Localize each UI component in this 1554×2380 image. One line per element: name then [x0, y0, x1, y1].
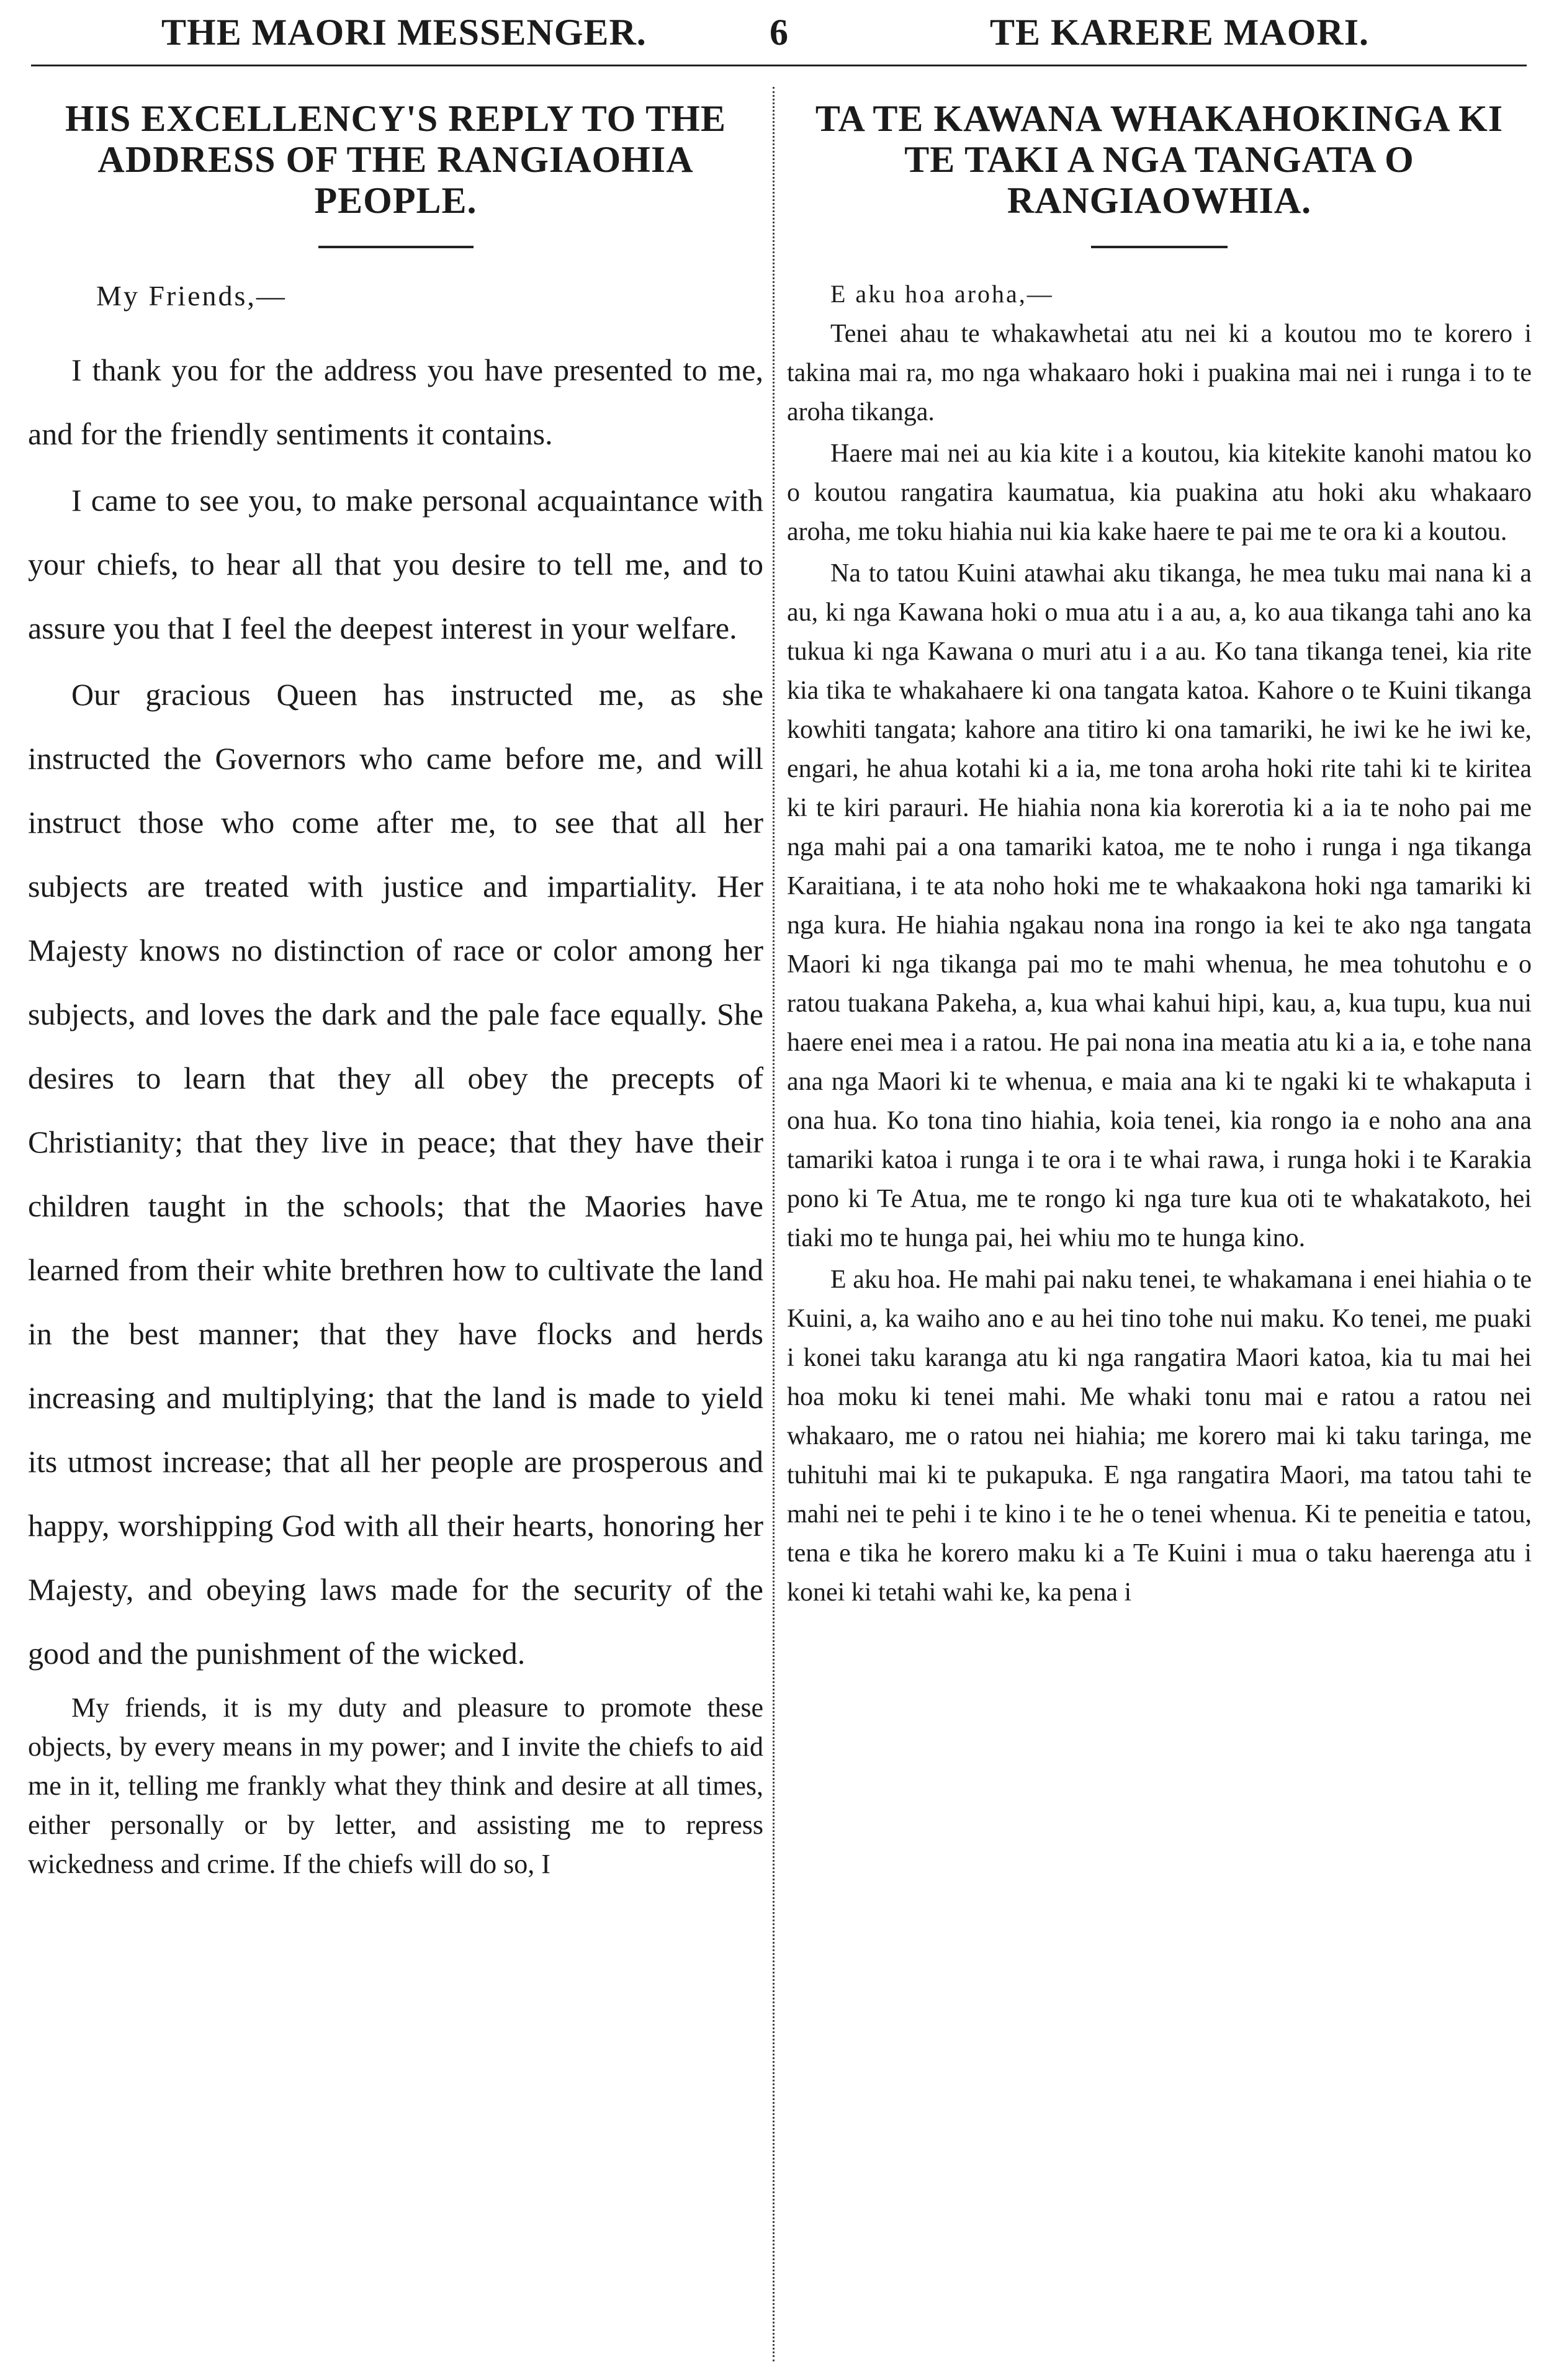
page-number: 6 [770, 12, 789, 53]
heading-divider [1091, 246, 1228, 248]
english-salutation: My Friends,— [96, 280, 287, 312]
maori-column [787, 87, 1532, 2368]
english-column [28, 87, 763, 2368]
masthead-english-title: THE MAORI MESSENGER. [161, 12, 647, 53]
maori-paragraph: Tenei ahau te whakawhetai atu nei ki a koutou mo te korero i takina mai ra, mo nga whakaaro hoki i puakina mai nei i runga i to te aroha tikanga. [787, 320, 1532, 426]
english-article-heading: HIS EXCELLENCY'S REPLY TO THE ADDRESS OF THE RANGIAOHIA PEOPLE. [65, 98, 726, 221]
english-paragraph: I thank you for the address you have presented to me, and for the friendly sentiments it contains. [28, 353, 763, 451]
heading-divider [318, 246, 474, 248]
maori-salutation: E aku hoa aroha,— [830, 280, 1054, 308]
english-paragraph: I came to see you, to make personal acquaintance with your chiefs, to hear all that you desire to tell me, and to assure you that I feel the deepest interest in your welfare. [28, 483, 763, 645]
maori-article-heading: TA TE KAWANA WHAKAHOKINGA KI TE TAKI A NGA TANGATA O RANGIAOWHIA. [815, 98, 1504, 221]
english-paragraph: Our gracious Queen has instructed me, as she instructed the Governors who came before me, and will instruct those who come after me, to see that all her subjects are treated with justice and impartiality. Her Majesty knows no distinction of race or color among her subjects, and loves the dark and the pale face equally. She desires to learn that they all obey the precepts of Christianity; that they live in peace; that they have their children taught in the schools; that the Maories have learned from their white brethren how to cultivate the land in the best manner; that they have flocks and herds increasing and multiplying; that the land is made to yield its utmost increase; that all her people are prosperous and happy, worshipping God with all their hearts, honoring her Majesty, and obeying laws made for the security of the good and the punishment of the wicked. [28, 677, 763, 1671]
english-paragraph: My friends, it is my duty and pleasure to promote these objects, by every means in my power; and I invite the chiefs to aid me in it, telling me frankly what they think and desire at all times, either personally or by letter, and assisting me to repress wickedness and crime. If the chiefs will do so, I [28, 1692, 763, 1879]
masthead-maori-title: TE KARERE MAORI. [990, 12, 1370, 53]
maori-paragraph: E aku hoa. He mahi pai naku tenei, te whakamana i enei hiahia o te Kuini, a, ka waiho ano e au hei tino tohe nui maku. Ko tenei, me puaki i konei taku karanga atu ki nga rangatira Maori katoa, kia tu mai hei hoa moku ki tenei mahi. Me whaki tonu mai e ratou a ratou nei whakaaro, me o ratou nei hiahia; me korero mai ki taku taringa, me tuhituhi mai ki te pukapuka. E nga rangatira Maori, ma tatou tahi te mahi nei te pehi i te kino i te he o tenei whenua. Ki te peneitia e tatou, tena e tika he korero maku ki a Te Kuini i mua o taku haerenga atu i konei ki tetahi wahi ke, ka pena i [787, 1265, 1532, 1607]
maori-paragraph: Na to tatou Kuini atawhai aku tikanga, he mea tuku mai nana ki a au, ki nga Kawana hoki o mua atu i a au, a, ko aua tikanga tahi ano ka tukua ki nga Kawana o muri atu i a au. Ko tana tikanga tenei, kia rite kia tika te whakahaere ki ona tangata katoa. Kahore o te Kuini tikanga kowhiti tangata; kahore ana titiro ki ona tamariki, he iwi ke he iwi ke, engari, he ahua kotahi ki a ia, me tona aroha hoki rite tahi ki te kiritea ki te kiri parauri. He hiahia nona kia korerotia ki a ia te noho pai me nga mahi pai a ona tamariki katoa, me te noho i runga i nga tikanga Karaitiana, i te ata noho hoki me te whakaakona hoki nga tamariki ki nga kura. He hiahia ngakau nona ina rongo ia kei te ako nga tangata Maori ki nga tikanga pai mo te mahi whenua, he mea tohutohu e o ratou tuakana Pakeha, a, kua whai kahui hipi, kau, a, kua tupu, kua nui haere enei mea i a ratou. He pai nona ina meatia atu ki a ia, e tohe nana ana nga Maori ki te whenua, e maia ana ki te ngaki ki te whakaputa i ona hua. Ko tona tino hiahia, koia tenei, kia rongo ia e noho ana ana tamariki katoa i runga i te ora i te whai rawa, i runga hoki i te Karakia pono ki Te Atua, me te rongo ki nga ture kua oti te whakatakoto, hei tiaki mo te hunga pai, hei whiu mo te hunga kino. [787, 559, 1532, 1252]
column-divider [773, 87, 775, 2361]
masthead [31, 7, 1527, 66]
maori-paragraph: Haere mai nei au kia kite i a koutou, kia kitekite kanohi matou ko o koutou rangatira kaumatua, kia puakina atu hoki aku whakaaro aroha, me toku hiahia nui kia kake haere te pai me te ora ki a koutou. [787, 439, 1532, 546]
